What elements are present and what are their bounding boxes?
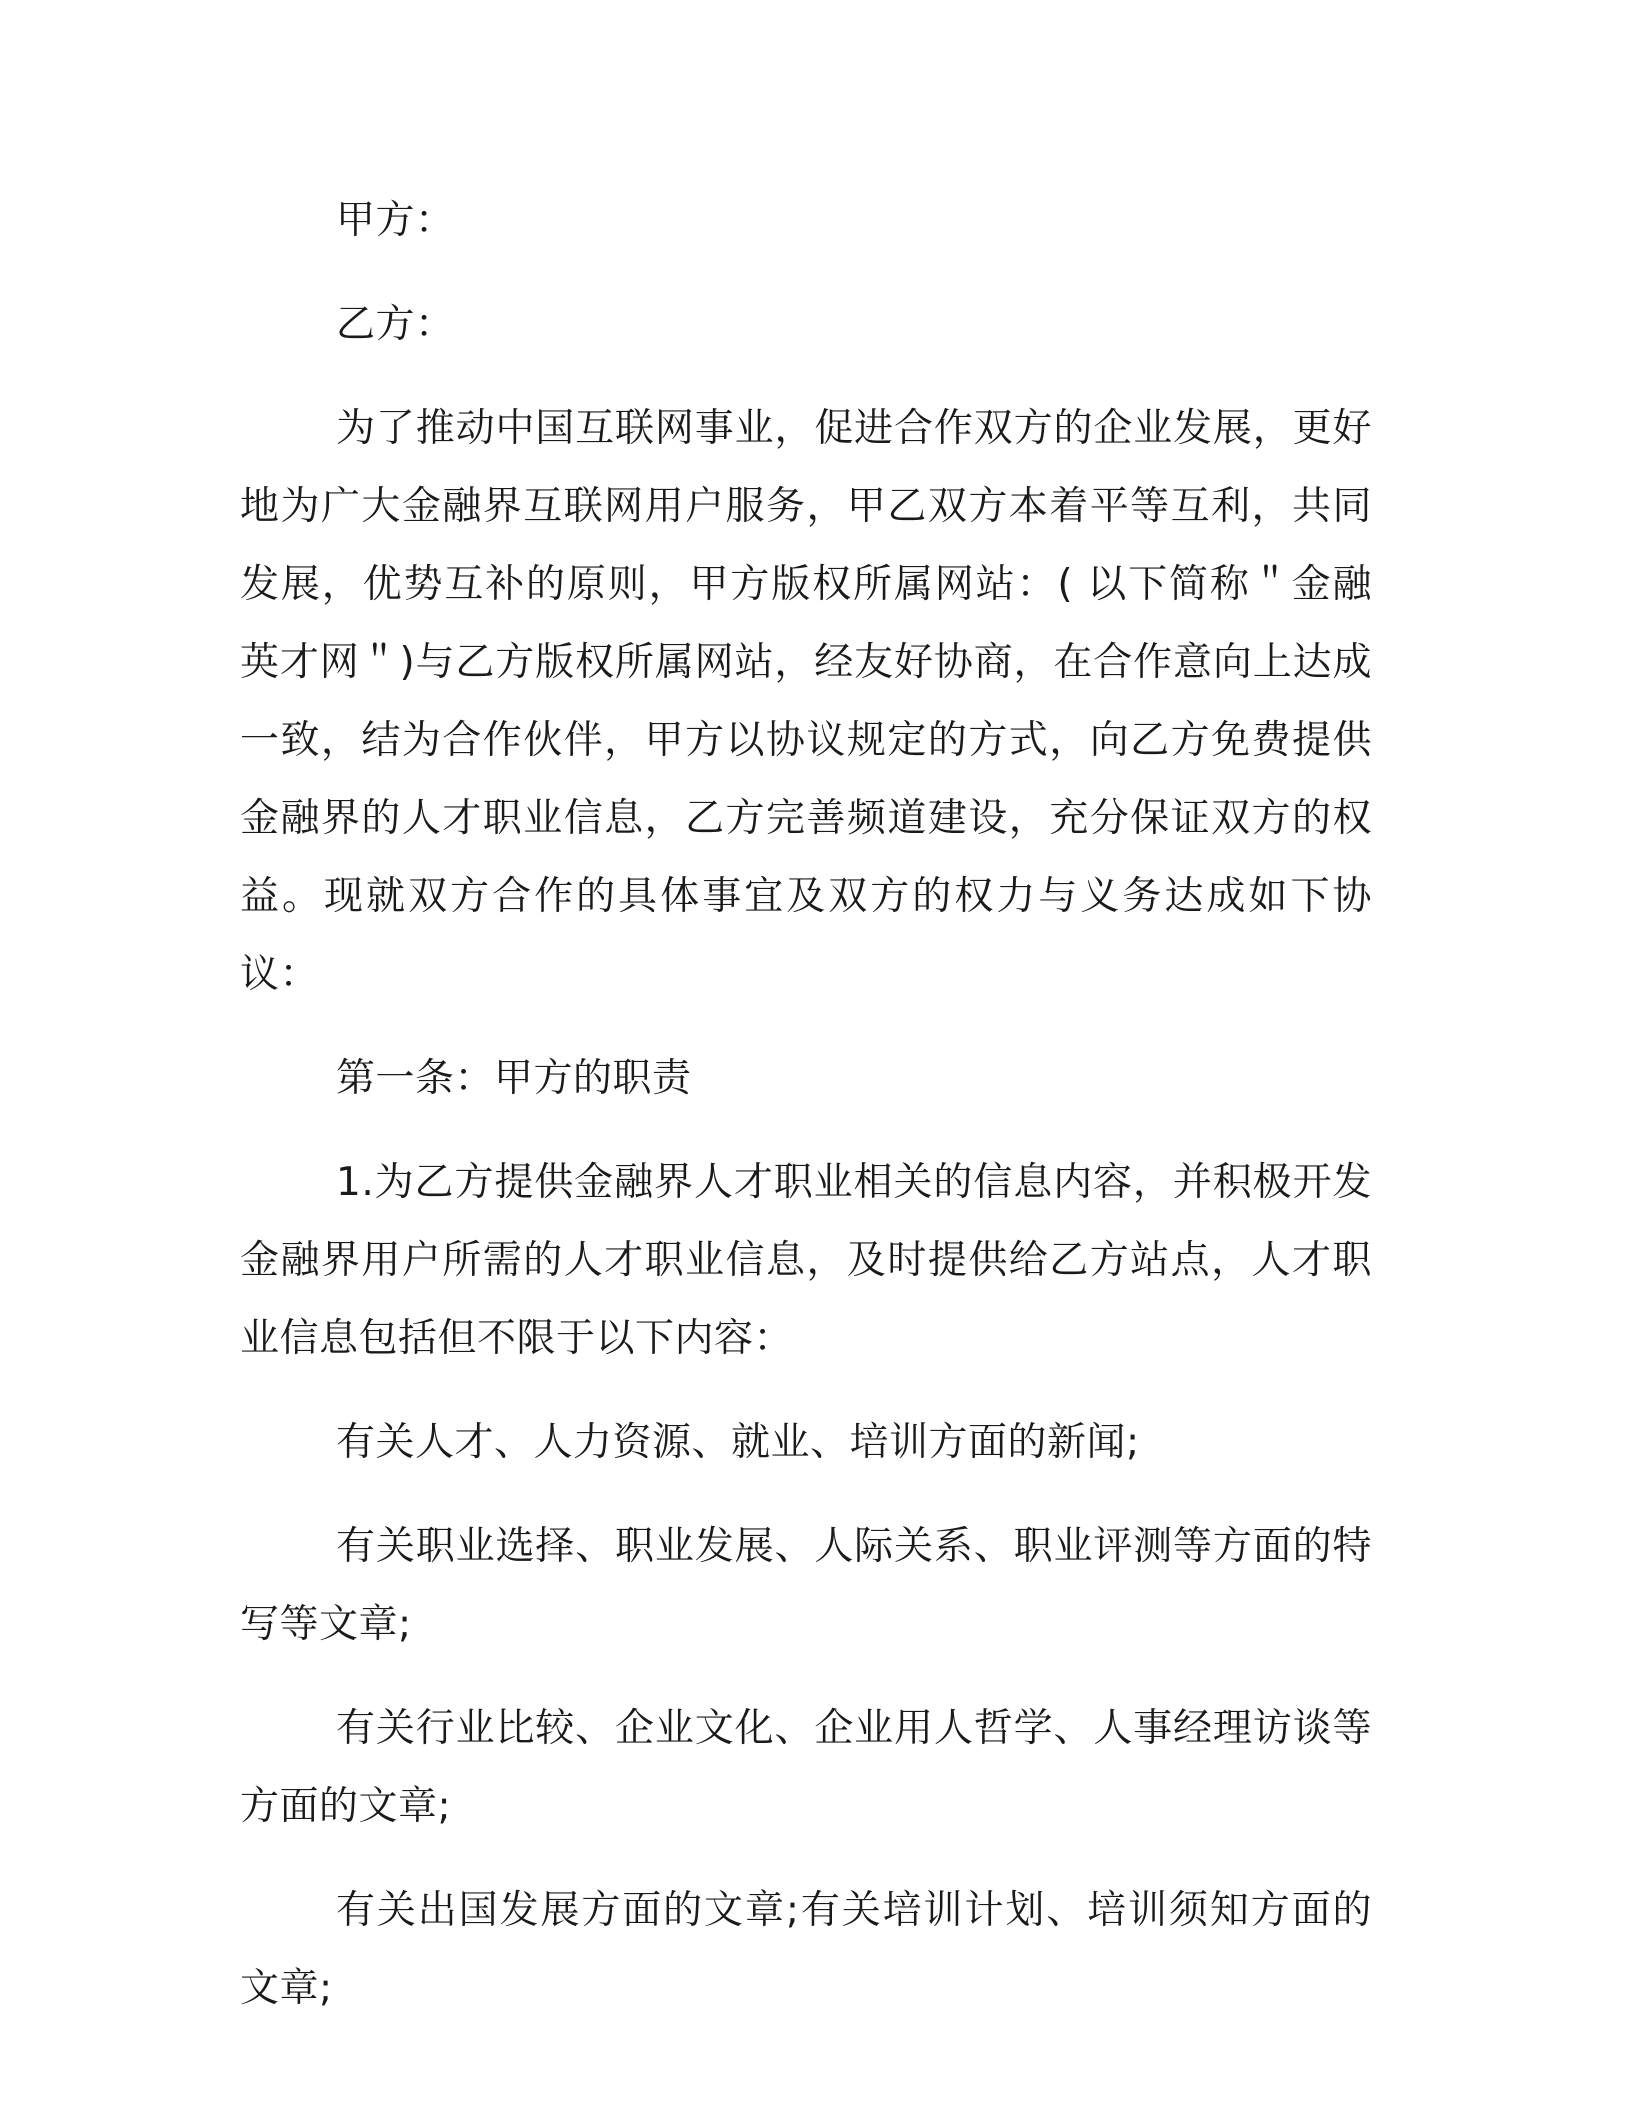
party-b-line: 乙方： <box>336 302 455 347</box>
article-one-heading: 第一条：甲方的职责 <box>336 1056 692 1101</box>
party-a-line: 甲方： <box>336 198 455 243</box>
content-item-industry: 有关行业比较、企业文化、企业用人哲学、人事经理访谈等方面的文章; <box>240 1706 1372 1829</box>
content-item-career: 有关职业选择、职业发展、人际关系、职业评测等方面的特写等文章; <box>240 1524 1372 1647</box>
preamble-paragraph: 为了推动中国互联网事业，促进合作双方的企业发展，更好地为广大金融界互联网用户服务，甲乙双方本着平等互利，共同发展，优势互补的原则，甲方版权所属网站：( 以下简称＂金融英才网＂)与乙方版权所属网站，经友好协商，在合作意向上达成一致，结为合作伙伴，甲方以协议规定的方式，向乙方免费提供金融界的人才职业信息，乙方完善频道建设，充分保证双方的权益。现就双方合作的具体事宜及双方的权力与义务达成如下协议： <box>240 406 1372 997</box>
content-item-news: 有关人才、人力资源、就业、培训方面的新闻; <box>336 1420 1140 1465</box>
clause-paragraph: 1.为乙方提供金融界人才职业相关的信息内容，并积极开发金融界用户所需的人才职业信息，及时提供给乙方站点，人才职业信息包括但不限于以下内容： <box>240 1160 1372 1361</box>
content-item-overseas-training: 有关出国发展方面的文章;有关培训计划、培训须知方面的文章; <box>240 1888 1372 2011</box>
document-body <box>240 182 1372 2028</box>
